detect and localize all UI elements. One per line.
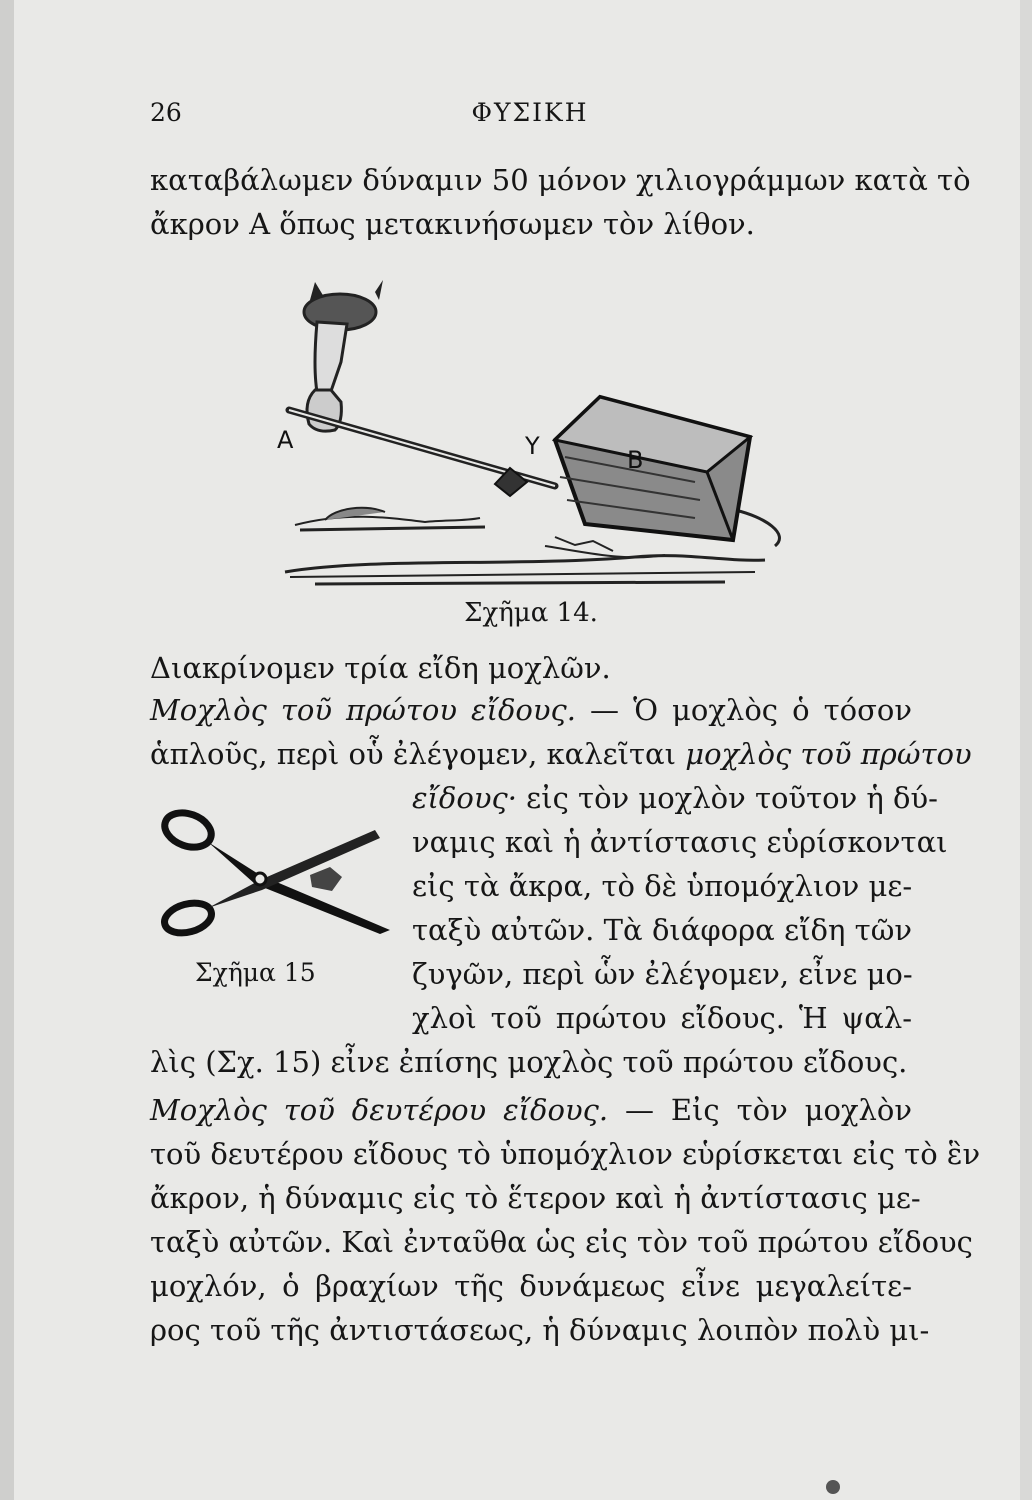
text-run: ἁπλοῦς, περὶ οὗ ἐλέγομεν, καλεῖται [150,737,686,771]
ink-smudge [826,1480,840,1494]
arm-illustration [304,280,383,431]
text-line: μοχλόν, ὁ βραχίων τῆς δυνάμεως εἶνε μεγαλείτε- [150,1269,912,1303]
figure-15-caption: Σχῆμα 15 [195,958,316,987]
scissors-blades [208,830,390,934]
text-line [150,734,972,774]
text-line: ζυγῶν, περὶ ὧν ἐλέγομεν, εἶνε μο- [412,957,913,991]
text-line: ρος τοῦ τῆς ἀντιστάσεως, ἡ δύναμις λοιπὸν πολὺ μι- [150,1313,930,1347]
text-line: χλοὶ τοῦ πρώτου εἴδους. Ἡ ψαλ- [412,1001,912,1035]
text-line: ἄκρον Α ὅπως μετακινήσωμεν τὸν λίθον. [150,207,755,241]
scissors-handle-bottom [161,898,215,937]
italic-heading: Μοχλὸς τοῦ δευτέρου εἴδους. [150,1093,609,1127]
figure-14-caption: Σχῆμα 14. [464,598,598,628]
italic-term: μοχλὸς τοῦ πρώτου [685,737,972,771]
text-line [150,1090,912,1130]
scissors-figure [150,800,400,950]
text-run: — Εἰς τὸν μοχλὸν [608,1093,912,1127]
italic-heading: Μοχλὸς τοῦ πρώτου εἴδους. [150,693,576,727]
running-header [150,98,910,134]
label-b: Β [627,446,644,474]
page-number: 26 [150,98,182,127]
italic-term: εἴδους· [412,781,517,815]
text-line: ναμις καὶ ἡ ἀντίστασις εὑρίσκονται [412,825,948,859]
text-line: λὶς (Σχ. 15) εἶνε ἐπίσης μοχλὸς τοῦ πρώτου εἴδους. [150,1045,908,1079]
text-line: ταξὺ αὐτῶν. Τὰ διάφορα εἴδη τῶν [412,913,912,947]
text-line [150,690,912,730]
text-line [412,778,938,818]
text-run: — Ὁ μοχλὸς ὁ τόσον [575,693,912,727]
label-y: Υ [525,432,540,460]
text-line: καταβάλωμεν δύναμιν 50 μόνον χιλιογράμμων κατὰ τὸ [150,163,971,197]
text-line: Διακρίνομεν τρία εἴδη μοχλῶν. [150,651,611,685]
text-run: εἰς τὸν μοχλὸν τοῦτον ἡ δύ- [516,781,938,815]
lever-figure [255,272,795,602]
stone-block [555,397,750,540]
scissors-handle-top [160,807,216,853]
text-line: εἰς τὰ ἄκρα, τὸ δὲ ὑπομόχλιον με- [412,869,913,903]
text-line: τοῦ δευτέρου εἴδους τὸ ὑπομόχλιον εὑρίσκεται εἰς τὸ ἓν [150,1137,981,1171]
scissors-pivot [254,873,266,885]
running-title: ΦΥΣΙΚΗ [471,98,589,127]
text-line: ταξὺ αὐτῶν. Καὶ ἐνταῦθα ὡς εἰς τὸν τοῦ πρώτου εἴδους [150,1225,973,1259]
label-a: Α [277,426,294,454]
text-line: ἄκρον, ἡ δύναμις εἰς τὸ ἕτερον καὶ ἡ ἀντίστασις με- [150,1181,921,1215]
